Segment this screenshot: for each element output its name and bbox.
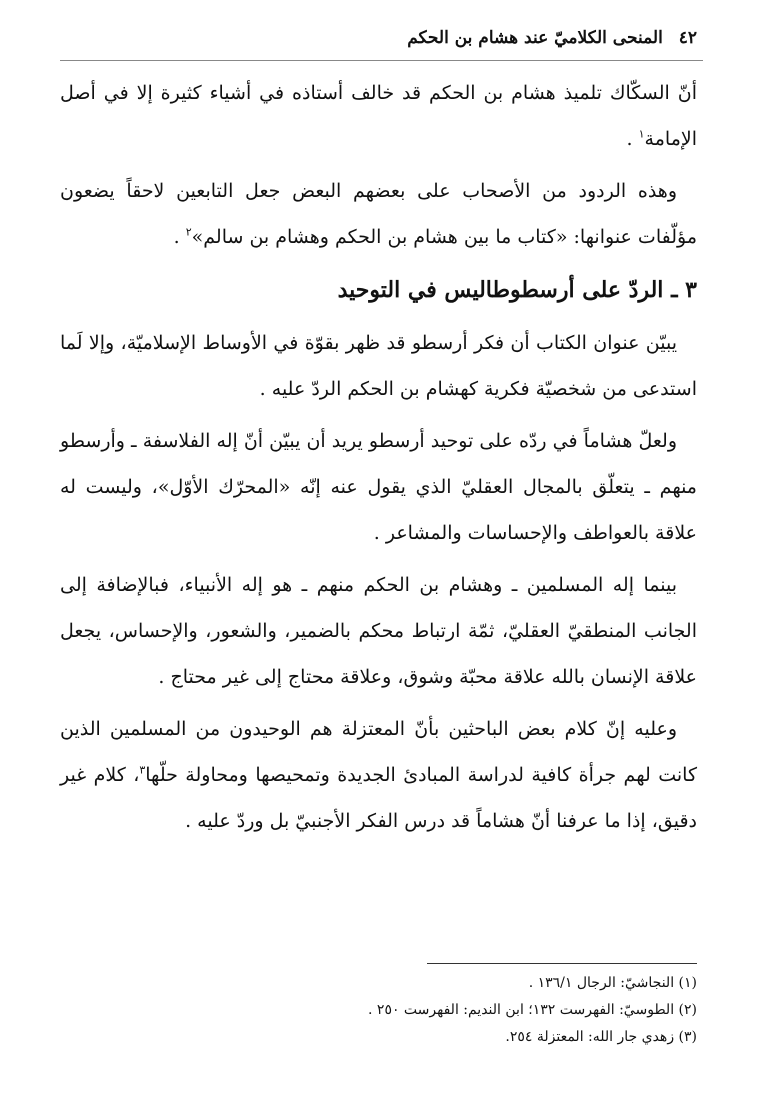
running-title: المنحى الكلاميّ عند هشام بن الحكم: [407, 28, 663, 48]
paragraph-4: ولعلّ هشاماً في ردّه على توحيد أرسطو يريد أن يبيّن أنّ إله الفلاسفة ـ وأرسطو منهم ـ يتعلّق بالمجال العقليّ الذي يقول عنه إنّه «المحرّك الأوّل»، وليست له علاقة بالعواطف والإحساسات والمشاعر .: [60, 430, 697, 544]
footnote-ref-1: ١: [638, 127, 645, 141]
paragraph-6-text: وعليه إنّ كلام بعض الباحثين بأنّ المعتزلة هم الوحيدون من المسلمين الذين كانت لهم جرأة كافية لدراسة المبادئ الجديدة وتمحيصها ومحاولة حلّها: [60, 718, 697, 786]
paragraph-1-end: .: [626, 128, 639, 150]
footnotes: [60, 970, 697, 1051]
page-header: [60, 28, 697, 48]
section-heading: ٣ ـ الردّ على أرسطوطاليس في التوحيد: [337, 277, 697, 303]
footnote-ref-2: ٢: [185, 225, 192, 239]
footnote-1: (١) النجاشيّ: الرجال ١٣٦/١ .: [528, 975, 697, 991]
paragraph-5: بينما إله المسلمين ـ وهشام بن الحكم منهم ـ هو إله الأنبياء، فبالإضافة إلى الجانب المنطقيّ العقليّ، ثمّة ارتباط محكم بالضمير، والشعور، والإحساس، يجعل علاقة الإنسان بالله علاقة محبّة وشوق، وعلاقة محتاج إلى غير محتاج .: [60, 574, 697, 688]
paragraph-2-text: وهذه الردود من الأصحاب على بعضهم البعض جعل التابعين لاحقاً يضعون مؤلّفات عنوانها: «كتاب ما بين هشام بن الحكم وهشام بن سالم»: [60, 180, 697, 248]
paragraph-1: [60, 70, 697, 162]
header-rule: [60, 60, 703, 61]
paragraph-6-end: ، كلام غير دقيق، إذا ما عرفنا أنّ هشاماً قد درس الفكر الأجنبيّ بل وردّ عليه .: [60, 764, 697, 832]
paragraph-1-text: أنّ السكّاك تلميذ هشام بن الحكم قد خالف أستاذه في أشياء كثيرة إلا في أصل الإمامة: [60, 82, 697, 150]
footnote-ref-3: ٣: [139, 763, 146, 777]
footnote-2: (٢) الطوسيّ: الفهرست ١٣٢؛ ابن النديم: الفهرست ٢٥٠ .: [368, 1002, 697, 1018]
paragraph-2-end: .: [173, 226, 186, 248]
footnote-3: (٣) زهدي جار الله: المعتزلة ٢٥٤.: [505, 1029, 697, 1045]
body-text: [60, 70, 697, 850]
paragraph-3: يبيّن عنوان الكتاب أن فكر أرسطو قد ظهر بقوّة في الأوساط الإسلاميّة، وإلا لَما استدعى من شخصيّة فكرية كهشام بن الحكم الردّ عليه .: [60, 332, 697, 400]
page-number: ٤٢: [678, 28, 697, 48]
paragraph-6: [60, 706, 697, 844]
paragraph-2: [60, 168, 697, 260]
footnote-separator: [427, 963, 697, 964]
